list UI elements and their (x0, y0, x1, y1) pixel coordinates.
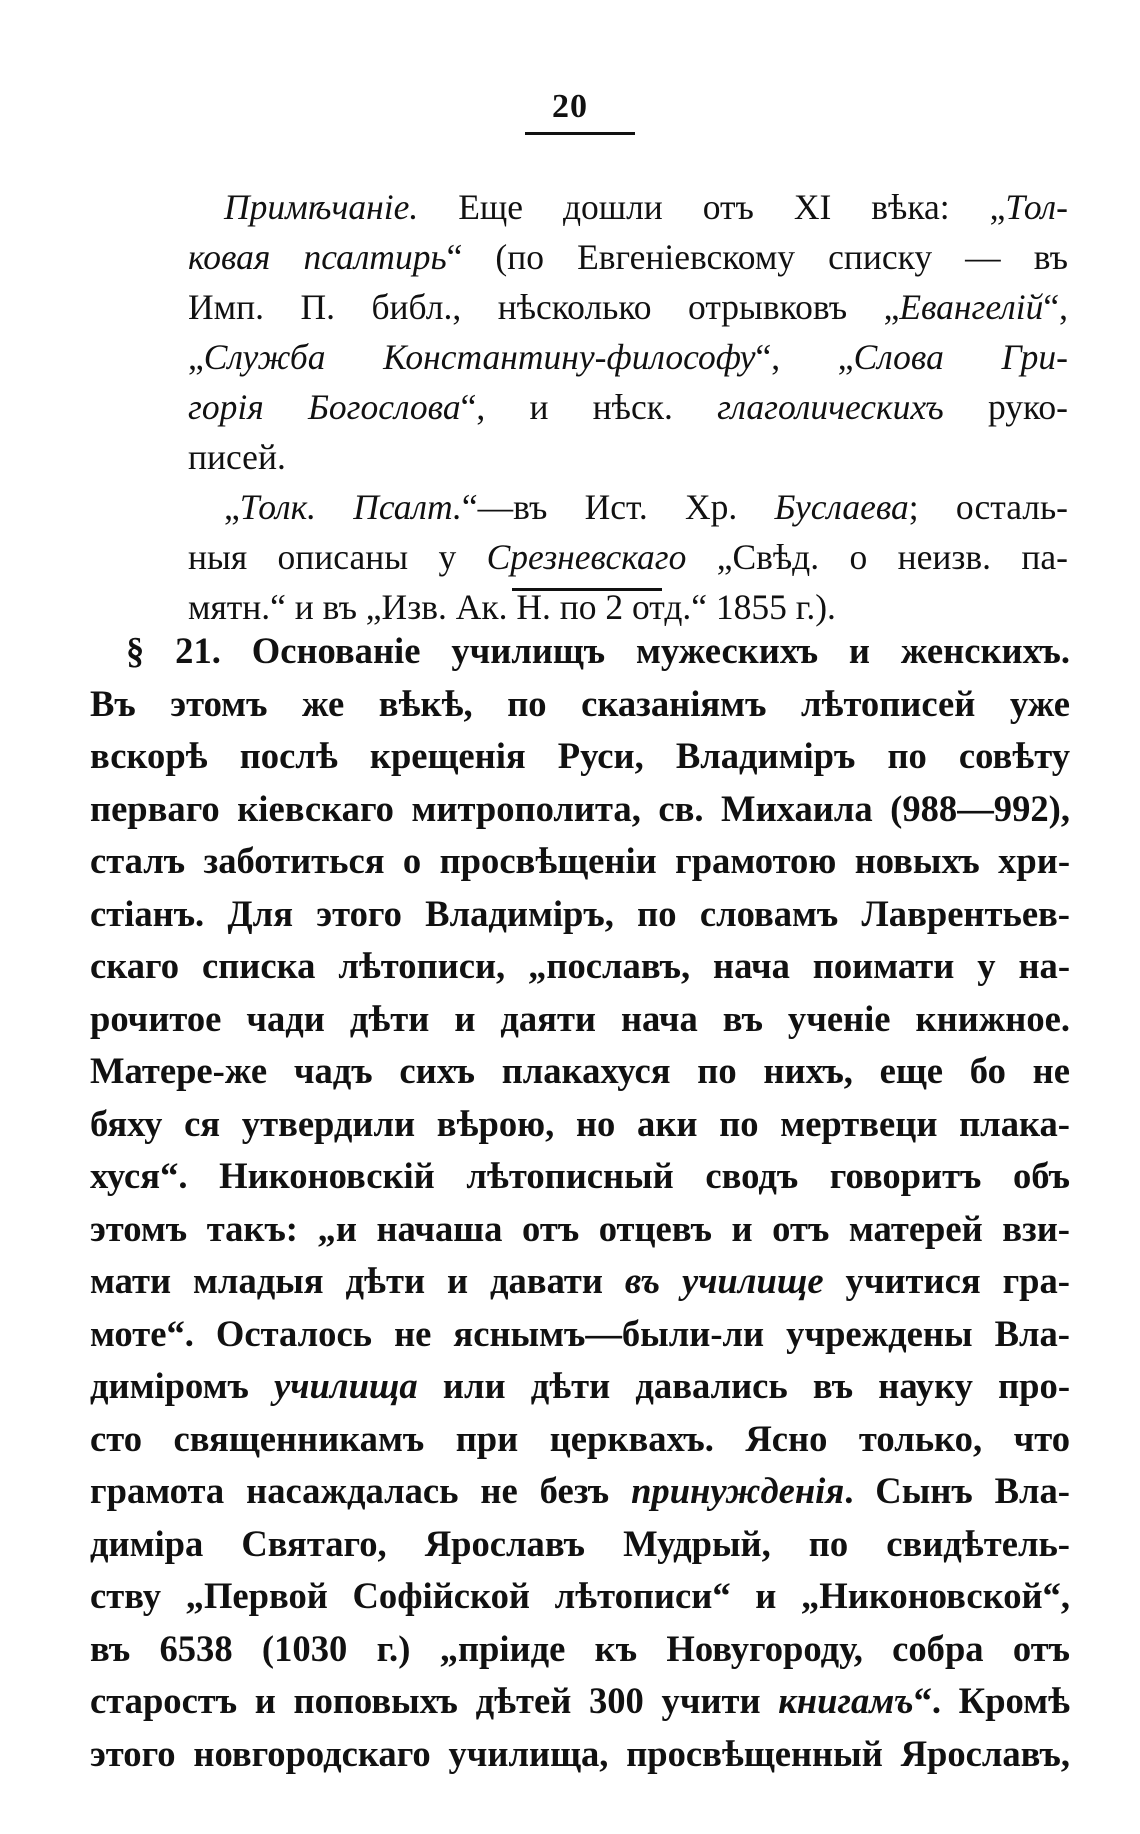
body-text: скаго списка лѣтописи, „пославъ, нача поимати у на- (90, 945, 1070, 986)
body-line (90, 940, 1070, 993)
body-text: этомъ такъ: „и начаша отъ отцевъ и отъ матерей взи- (90, 1207, 1070, 1249)
note-text: „Свѣд. о неизв. па- (686, 537, 1068, 577)
note-line (188, 182, 1068, 232)
note-text: Толк. Псалт. (239, 487, 462, 527)
body-line (90, 993, 1070, 1046)
body-text: вскорѣ послѣ крещенія Руси, Владиміръ по совѣту (90, 735, 1070, 776)
body-text: или дѣти давались въ науку про- (417, 1365, 1070, 1406)
note-text: Имп. П. библ., нѣсколько отрывковъ „ (188, 287, 900, 327)
body-text: сто священникамъ при церквахъ. Ясно только, что (90, 1417, 1070, 1459)
body-text: книгамъ (778, 1680, 914, 1721)
body-text: старостъ и поповыхъ дѣтей 300 учити (90, 1680, 779, 1721)
note-text: Примѣчаніе. (224, 187, 419, 227)
body-line (90, 888, 1070, 941)
body-line (90, 1728, 1070, 1781)
body-text: перваго кіевскаго митрополита, св. Михаила (988—992), (90, 787, 1070, 829)
body-line (90, 835, 1070, 888)
main-text (90, 625, 1070, 1780)
note-text: “, (1043, 287, 1068, 327)
note-line (188, 382, 1068, 432)
body-text: учитися гра- (823, 1260, 1070, 1301)
body-line (90, 1518, 1070, 1571)
body-line (90, 1308, 1070, 1361)
body-line (90, 1675, 1070, 1728)
note-line (188, 282, 1068, 332)
note-text: “, „ (755, 337, 854, 377)
body-text: хуся“. Никоновскій лѣтописный сводъ говоритъ объ (90, 1155, 1070, 1196)
body-text: § 21. Основаніе училищъ мужескихъ и женскихъ. (126, 630, 1070, 671)
note-text: Срезневскаго (486, 537, 687, 577)
body-line (90, 1570, 1070, 1623)
body-text: диміромъ (90, 1365, 275, 1406)
footnote-block (188, 182, 1068, 632)
note-text: ныя описаны у (188, 537, 487, 577)
note-line (188, 482, 1068, 532)
body-line (90, 783, 1070, 836)
section-divider (512, 588, 662, 591)
body-line (90, 1203, 1070, 1256)
note-line (188, 432, 1068, 482)
body-line (90, 1255, 1070, 1308)
body-line (90, 730, 1070, 783)
body-text: мати младыя дѣти и давати (90, 1260, 625, 1301)
note-text: ; осталь- (908, 487, 1069, 527)
body-line (90, 1623, 1070, 1676)
page-number: 20 (552, 88, 588, 125)
note-text: глаголическихъ (717, 387, 944, 427)
note-text: горія Богослова (188, 387, 461, 427)
body-text: Матере-же чадъ сихъ плакахуся по нихъ, еще бо не (90, 1050, 1070, 1091)
body-text: рочитое чади дѣти и даяти нача въ ученіе книжное. (90, 997, 1070, 1039)
note-text: “, и нѣск. (460, 387, 718, 427)
body-line (90, 1098, 1070, 1151)
body-text: училища (274, 1365, 418, 1406)
body-line (90, 625, 1070, 678)
note-line (188, 232, 1068, 282)
note-text: „ (224, 487, 240, 527)
note-text: “ (по Евгеніевскому списку — въ (446, 237, 1068, 277)
body-line (90, 1413, 1070, 1466)
note-line (188, 332, 1068, 382)
body-text: принужденія (631, 1470, 845, 1511)
note-text: „ (188, 337, 204, 377)
body-line (90, 1360, 1070, 1413)
body-text: сталъ заботиться о просвѣщеніи грамотою новыхъ хри- (90, 840, 1070, 881)
body-text: диміра Святаго, Ярославъ Мудрый, по свидѣтель- (90, 1522, 1070, 1564)
body-text: “. Кромѣ (913, 1680, 1071, 1721)
body-text: Въ этомъ же вѣкѣ, по сказаніямъ лѣтописей уже (90, 682, 1070, 724)
note-text: “—въ Ист. Хр. (461, 487, 775, 527)
note-text: Служба Константину-философу (203, 337, 756, 377)
body-text: въ 6538 (1030 г.) „пріиде къ Новугороду, собра отъ (90, 1627, 1070, 1669)
note-text: Тол- (1005, 187, 1068, 227)
top-divider (525, 132, 635, 135)
body-line (90, 1465, 1070, 1518)
note-text: мятн.“ и въ „Изв. Ак. Н. по 2 отд.“ 1855 г.). (188, 587, 836, 627)
body-text: въ училище (624, 1260, 824, 1301)
body-text: грамота насаждалась не безъ (90, 1470, 632, 1511)
body-text: бяху ся утвердили вѣрою, но аки по мертвеци плака- (90, 1102, 1070, 1144)
note-line (188, 532, 1068, 582)
note-text: ковая псалтирь (188, 237, 447, 277)
note-text: Еще дошли отъ XI вѣка: „ (418, 187, 1006, 227)
note-text: писей. (188, 437, 286, 477)
note-text: Слова Гри- (853, 337, 1068, 377)
body-text: стіанъ. Для этого Владиміръ, по словамъ Лаврентьев- (90, 892, 1070, 934)
body-text: ству „Первой Софійской лѣтописи“ и „Никоновской“, (90, 1575, 1070, 1616)
body-text: этого новгородскаго училища, просвѣщенный Ярославъ, (90, 1732, 1070, 1774)
note-text: руко- (943, 387, 1068, 427)
body-line (90, 678, 1070, 731)
body-line (90, 1045, 1070, 1098)
note-text: Буслаева (774, 487, 909, 527)
body-text: моте“. Осталось не яснымъ—были-ли учреждены Вла- (90, 1312, 1070, 1354)
body-text: . Сынъ Вла- (844, 1470, 1070, 1511)
body-line (90, 1150, 1070, 1203)
note-text: Евангелій (899, 287, 1044, 327)
